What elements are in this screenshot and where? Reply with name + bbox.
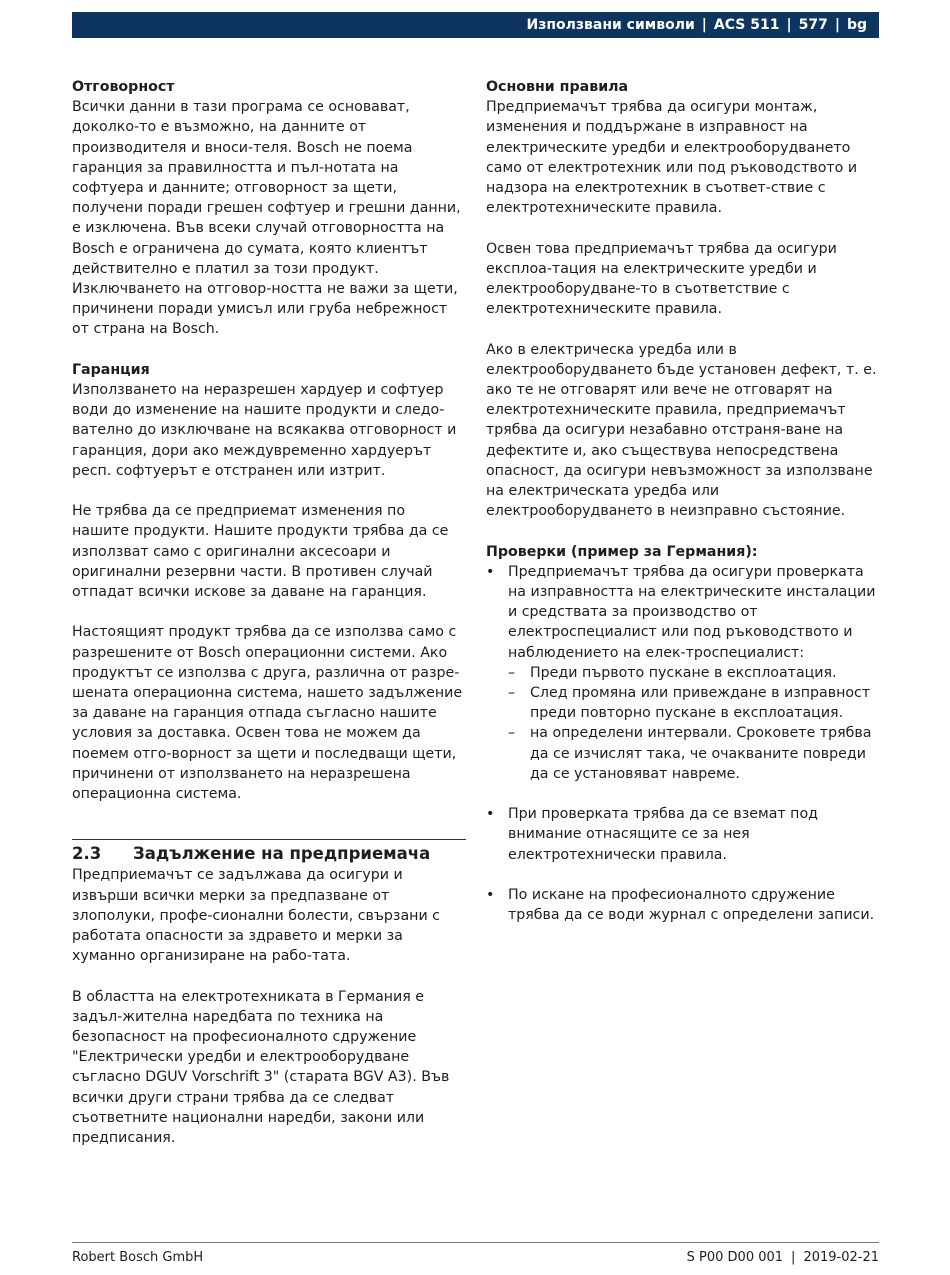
bullet-text: По искане на професионалното сдружение трябва да се води журнал с определени записи. [508,887,875,924]
list-item [486,804,880,865]
header-page-number: 577 [798,17,828,33]
list-item [508,723,880,784]
page-header-bar [72,12,879,38]
dash-text: Преди първото пускане в експлоатация. [530,664,837,681]
checks-heading: Проверки (пример за Германия): [486,543,758,560]
footer-separator: | [791,1250,796,1265]
warranty-paragraph-1: Използването на неразрешен хардуер и софтуер води до изменение на нашите продукти и следо-вателно до изключване на всякаква отговорност и гаранция, дори ако междувременно хардуерът респ. софтуерът е отстранен или изтрит. [72,382,457,479]
dash-icon: – [508,664,516,681]
rules-paragraph-1: Предприемачът трябва да осигури монтаж, изменения и поддържане в изправност на електрическите уредби и електрооборудването само от електротехник или под ръководството и надзора на електротехник в съответ-ствие с електротехническите правила. [486,99,858,217]
dash-text: След промяна или привеждане в изправност преди повторно пускане в експлоатация. [530,685,871,722]
section-paragraph-1: Предприемачът се задължава да осигури и извърши всички мерки за предпазване от злополуки, профе-сионални болести, свързани с работата опасности за здравето и мерки за хуманно организиране на рабо-тата. [72,867,440,965]
bullet-icon: • [486,887,495,904]
footer-company: Robert Bosch GmbH [72,1250,204,1265]
left-column [72,77,466,1148]
right-column [486,77,880,925]
section-divider [72,839,466,865]
footer-doc-code: S P00 D00 001 [686,1250,784,1265]
warranty-heading: Гаранция [72,361,150,378]
list-item [486,885,880,925]
header-section-title: Използвани символи [526,17,695,33]
section-title: Задължение на предприемача [133,844,431,864]
header-separator: | [786,17,792,33]
bullet-text: При проверката трябва да се вземат под внимание отнасящите се за нея електротехнически правила. [508,806,818,863]
header-language: bg [846,17,867,33]
bullet-text: Предприемачът трябва да осигури проверката на изправността на електрическите инсталации и средствата за производство от електроспециалист или под ръководството и наблюдението на елек-троспециалист: [508,563,876,661]
dash-text: на определени интервали. Сроковете трябва да се изчислят така, че очакваните повреди да се установяват навреме. [530,725,872,782]
warranty-paragraph-3: Настоящият продукт трябва да се използва само с разрешените от Bosch операционни системи. Ако продуктът се използва с друга, различна от разре-шената операционна система, нашето задължение за даване на гаранция отпада съгласно нашите условия за доставка. Освен това не можем да поемем отго-ворност за щети и последващи щети, причинени от използването на неразрешена операционна система. [72,624,463,803]
section-number: 2.3 [72,844,102,864]
rules-paragraph-2: Освен това предприемачът трябва да осигури експлоа-тация на електрическите уредби и електрооборудване-то в съответствие с електротехническите правила. [486,240,837,318]
dash-icon: – [508,725,516,742]
liability-paragraph: Всички данни в тази програма се основават, доколко-то е възможно, на данните от производителя и вноси-теля. Bosch не поема гаранция за правилността и пъл-нотата на софтуера и данните; отговорност за щети, получени поради грешен софтуер и грешни данни, е изключена. Във всеки случай отговорността на Bosch е ограничена до сумата, която клиентът действително е платил за този продукт. Изключването на отговор-ността не важи за щети, причинени поради умисъл или груба небрежност от страна на Bosch. [72,99,461,338]
rules-heading: Основни правила [486,79,629,95]
checks-list [486,562,880,926]
footer-info [687,1250,879,1265]
rules-paragraph-3: Ако в електрическа уредба или в електрооборудването бъде установен дефект, т. е. ако те не отговарят или вече не отговарят на електротехническите правила, предприемачът трябва да осигури незабавно отстраня-ване на дефектите и, ако съществува непосредствена опасност, да осигури невъзможност за използване на електрическата уредба или електрооборудването в неизправно състояние. [486,341,877,520]
liability-heading: Отговорност [72,79,175,95]
header-product: ACS 511 [713,17,780,33]
sub-list [508,663,880,784]
bullet-icon: • [486,563,495,580]
footer-date: 2019-02-21 [803,1250,879,1265]
list-item [508,683,880,723]
header-separator: | [834,17,840,33]
section-heading [72,842,466,865]
section-paragraph-2: В областта на електротехниката в Германия е задъл-жителна наредбата по техника на безопасност на професионалното сдружение "Електрически уредби и електрооборудване съгласно DGUV Vorschrift 3" (старата BGV A3). Във всички други страни трябва да се следват съответните национални наредби, закони или предписания. [72,988,450,1147]
dash-icon: – [508,685,516,702]
list-item [508,663,880,683]
bullet-icon: • [486,806,495,823]
header-separator: | [701,17,707,33]
warranty-paragraph-2: Не трябва да се предприемат изменения по нашите продукти. Нашите продукти трябва да се използват само с оригинални аксесоари и оригинални резервни части. В противен случай отпадат всички искове за даване на гаранция. [72,503,449,601]
footer-divider [72,1242,879,1243]
list-item [486,562,880,784]
